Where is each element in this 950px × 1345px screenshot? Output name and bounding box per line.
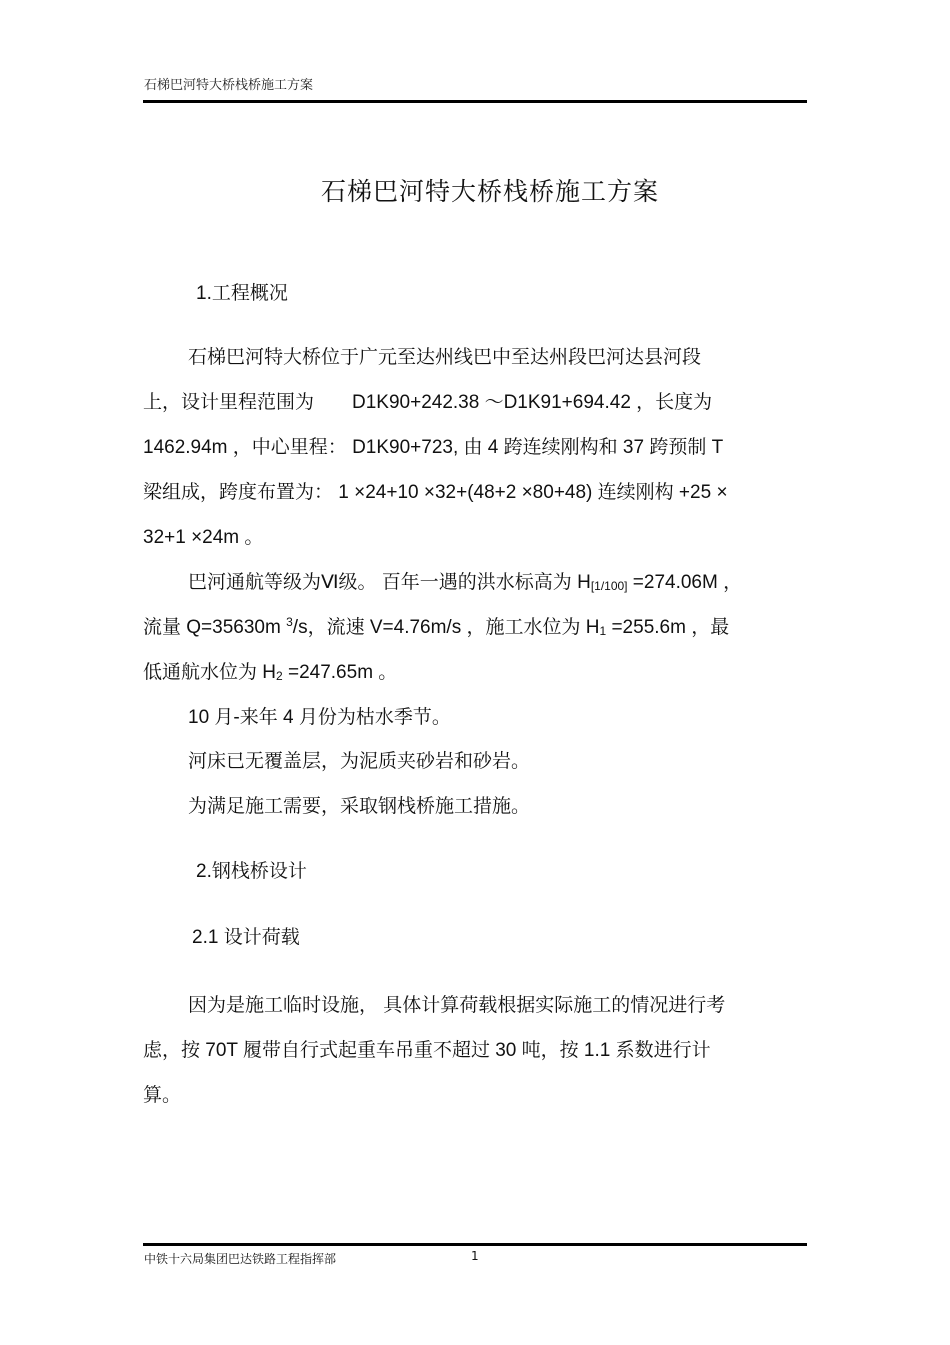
para1-line2: 上，设计里程范围为 D1K90+242.38 ～D1K91+694.42 ，长度为 — [143, 392, 713, 413]
section-2-1-heading: 2.1 设计荷载 — [192, 927, 300, 948]
para2-line3 — [143, 657, 397, 684]
para1-line4: 梁组成，跨度布置为： 1 ×24+10 ×32+(48+2 ×80+48) 连续刚构 +25 × — [143, 482, 728, 503]
para2-line2 — [143, 612, 729, 639]
section-2-heading: 2.钢栈桥设计 — [196, 861, 307, 882]
para2-line2-subscript: 1 — [599, 624, 607, 638]
para4: 河床已无覆盖层，为泥质夹砂岩和砂岩。 — [188, 751, 531, 772]
para2-line1-subscript: [1/100] — [590, 579, 628, 593]
page-number: 1 — [471, 1249, 479, 1263]
section2-para-line3: 算。 — [143, 1085, 182, 1106]
para2-line1-text: 巴河通航等级为Ⅵ级。 百年一遇的洪水标高为 H — [188, 572, 591, 593]
para2-line3-text-end: =247.65m 。 — [282, 662, 398, 683]
section-1-heading: 1.工程概况 — [196, 283, 288, 304]
para2-line1-text-end: =274.06M ， — [627, 572, 743, 593]
running-header: 石梯巴河特大桥栈桥施工方案 — [144, 78, 314, 93]
para5: 为满足施工需要，采取钢栈桥施工措施。 — [188, 796, 531, 817]
para2-line2-text-end: =255.6m ，最 — [606, 617, 730, 638]
para2-line2-superscript: 3 — [286, 615, 293, 629]
footer-rule — [143, 1243, 807, 1246]
para2-line3-subscript: 2 — [276, 669, 283, 683]
para1-line5: 32+1 ×24m 。 — [143, 527, 264, 548]
document-title: 石梯巴河特大桥栈桥施工方案 — [320, 177, 659, 206]
header-rule — [143, 100, 807, 103]
para2-line2-text: 流量 Q=35630m — [143, 617, 287, 638]
footer-organization: 中铁十六局集团巴达铁路工程指挥部 — [144, 1252, 337, 1266]
para2-line2-text-mid: /s，流速 V=4.76m/s ，施工水位为 H — [292, 617, 600, 638]
para1-line3: 1462.94m ，中心里程： D1K90+723, 由 4 跨连续刚构和 37 跨预制 T — [143, 437, 724, 458]
para1-line1: 石梯巴河特大桥位于广元至达州线巴中至达州段巴河达县河段 — [188, 347, 702, 368]
section2-para-line1: 因为是施工临时设施， 具体计算荷载根据实际施工的情况进行考 — [188, 995, 726, 1016]
para2-line3-text: 低通航水位为 H — [143, 662, 277, 683]
para2-line1 — [188, 567, 742, 594]
para3: 10 月-来年 4 月份为枯水季节。 — [188, 707, 451, 728]
section2-para-line2: 虑，按 70T 履带自行式起重车吊重不超过 30 吨，按 1.1 系数进行计 — [143, 1040, 711, 1061]
